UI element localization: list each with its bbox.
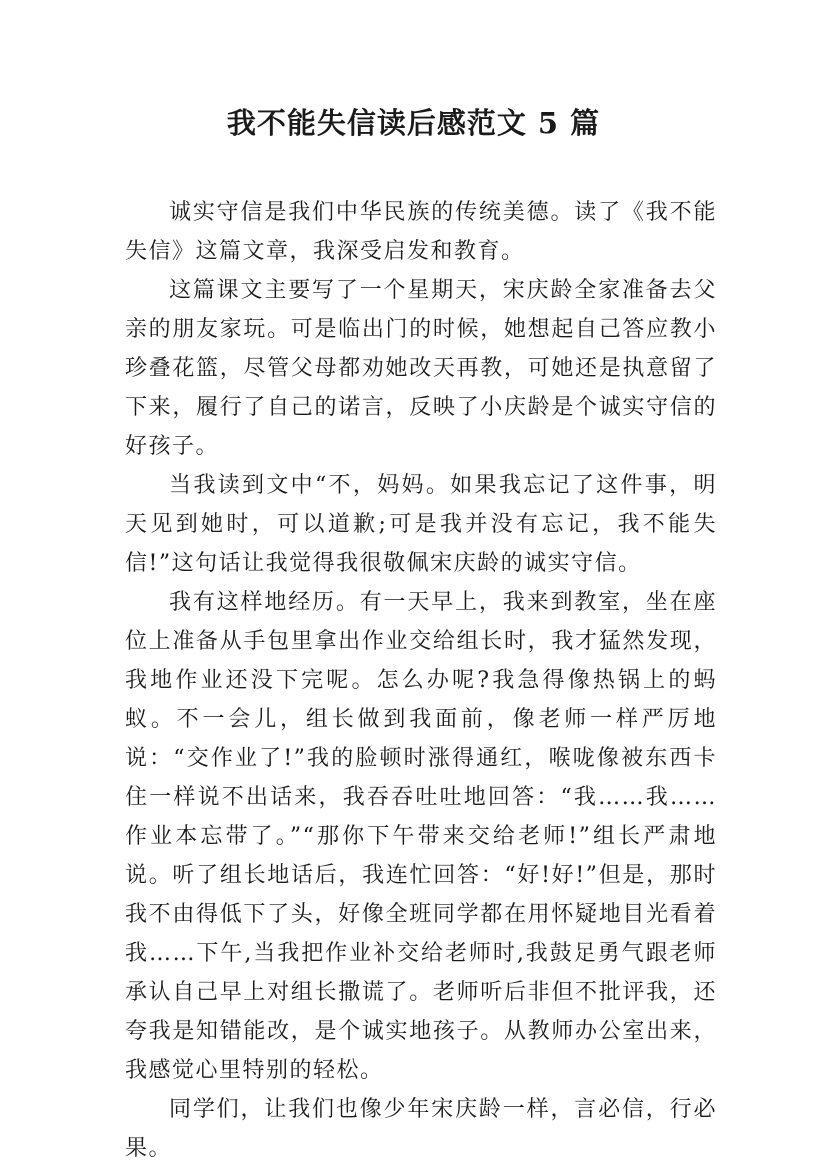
document-title: 我不能失信读后感范文 5 篇 (226, 106, 601, 140)
paragraph-1: 诚实守信是我们中华民族的传统美德。读了《我不能失信》这篇文章，我深受启发和教育。 (125, 200, 717, 264)
paragraph-2: 这篇课文主要写了一个星期天，宋庆龄全家准备去父亲的朋友家玩。可是临出门的时候，她想起自己答应教小珍叠花篮，尽管父母都劝她改天再教，可她还是执意留了下来，履行了自己的诺言，反映了小庆龄是个诚实守信的好孩子。 (125, 278, 717, 459)
document-body (125, 193, 717, 1168)
paragraph-5: 同学们，让我们也像少年宋庆龄一样，言必信，行必果。 (125, 1097, 717, 1161)
paragraph-4: 我有这样地经历。有一天早上，我来到教室，坐在座位上准备从手包里拿出作业交给组长时，我才猛然发现，我地作业还没下完呢。怎么办呢?我急得像热锅上的蚂蚁。不一会儿，组长做到我面前，像老师一样严厉地说：“交作业了!”我的脸顿时涨得通红，喉咙像被东西卡住一样说不出话来，我吞吞吐吐地回答：“我……我……作业本忘带了。”“那你下午带来交给老师!”组长严肃地说。听了组长地话后，我连忙回答：“好!好!”但是，那时我不由得低下了头，好像全班同学都在用怀疑地目光看着我……下午,当我把作业补交给老师时,我鼓足勇气跟老师承认自己早上对组长撒谎了。老师听后非但不批评我，还夸我是知错能改，是个诚实地孩子。从教师办公室出来，我感觉心里特别的轻松。 (125, 590, 717, 1083)
paragraph-3: 当我读到文中“不，妈妈。如果我忘记了这件事，明天见到她时，可以道歉;可是我并没有忘记，我不能失信!”这句话让我觉得我很敬佩宋庆龄的诚实守信。 (125, 473, 717, 576)
